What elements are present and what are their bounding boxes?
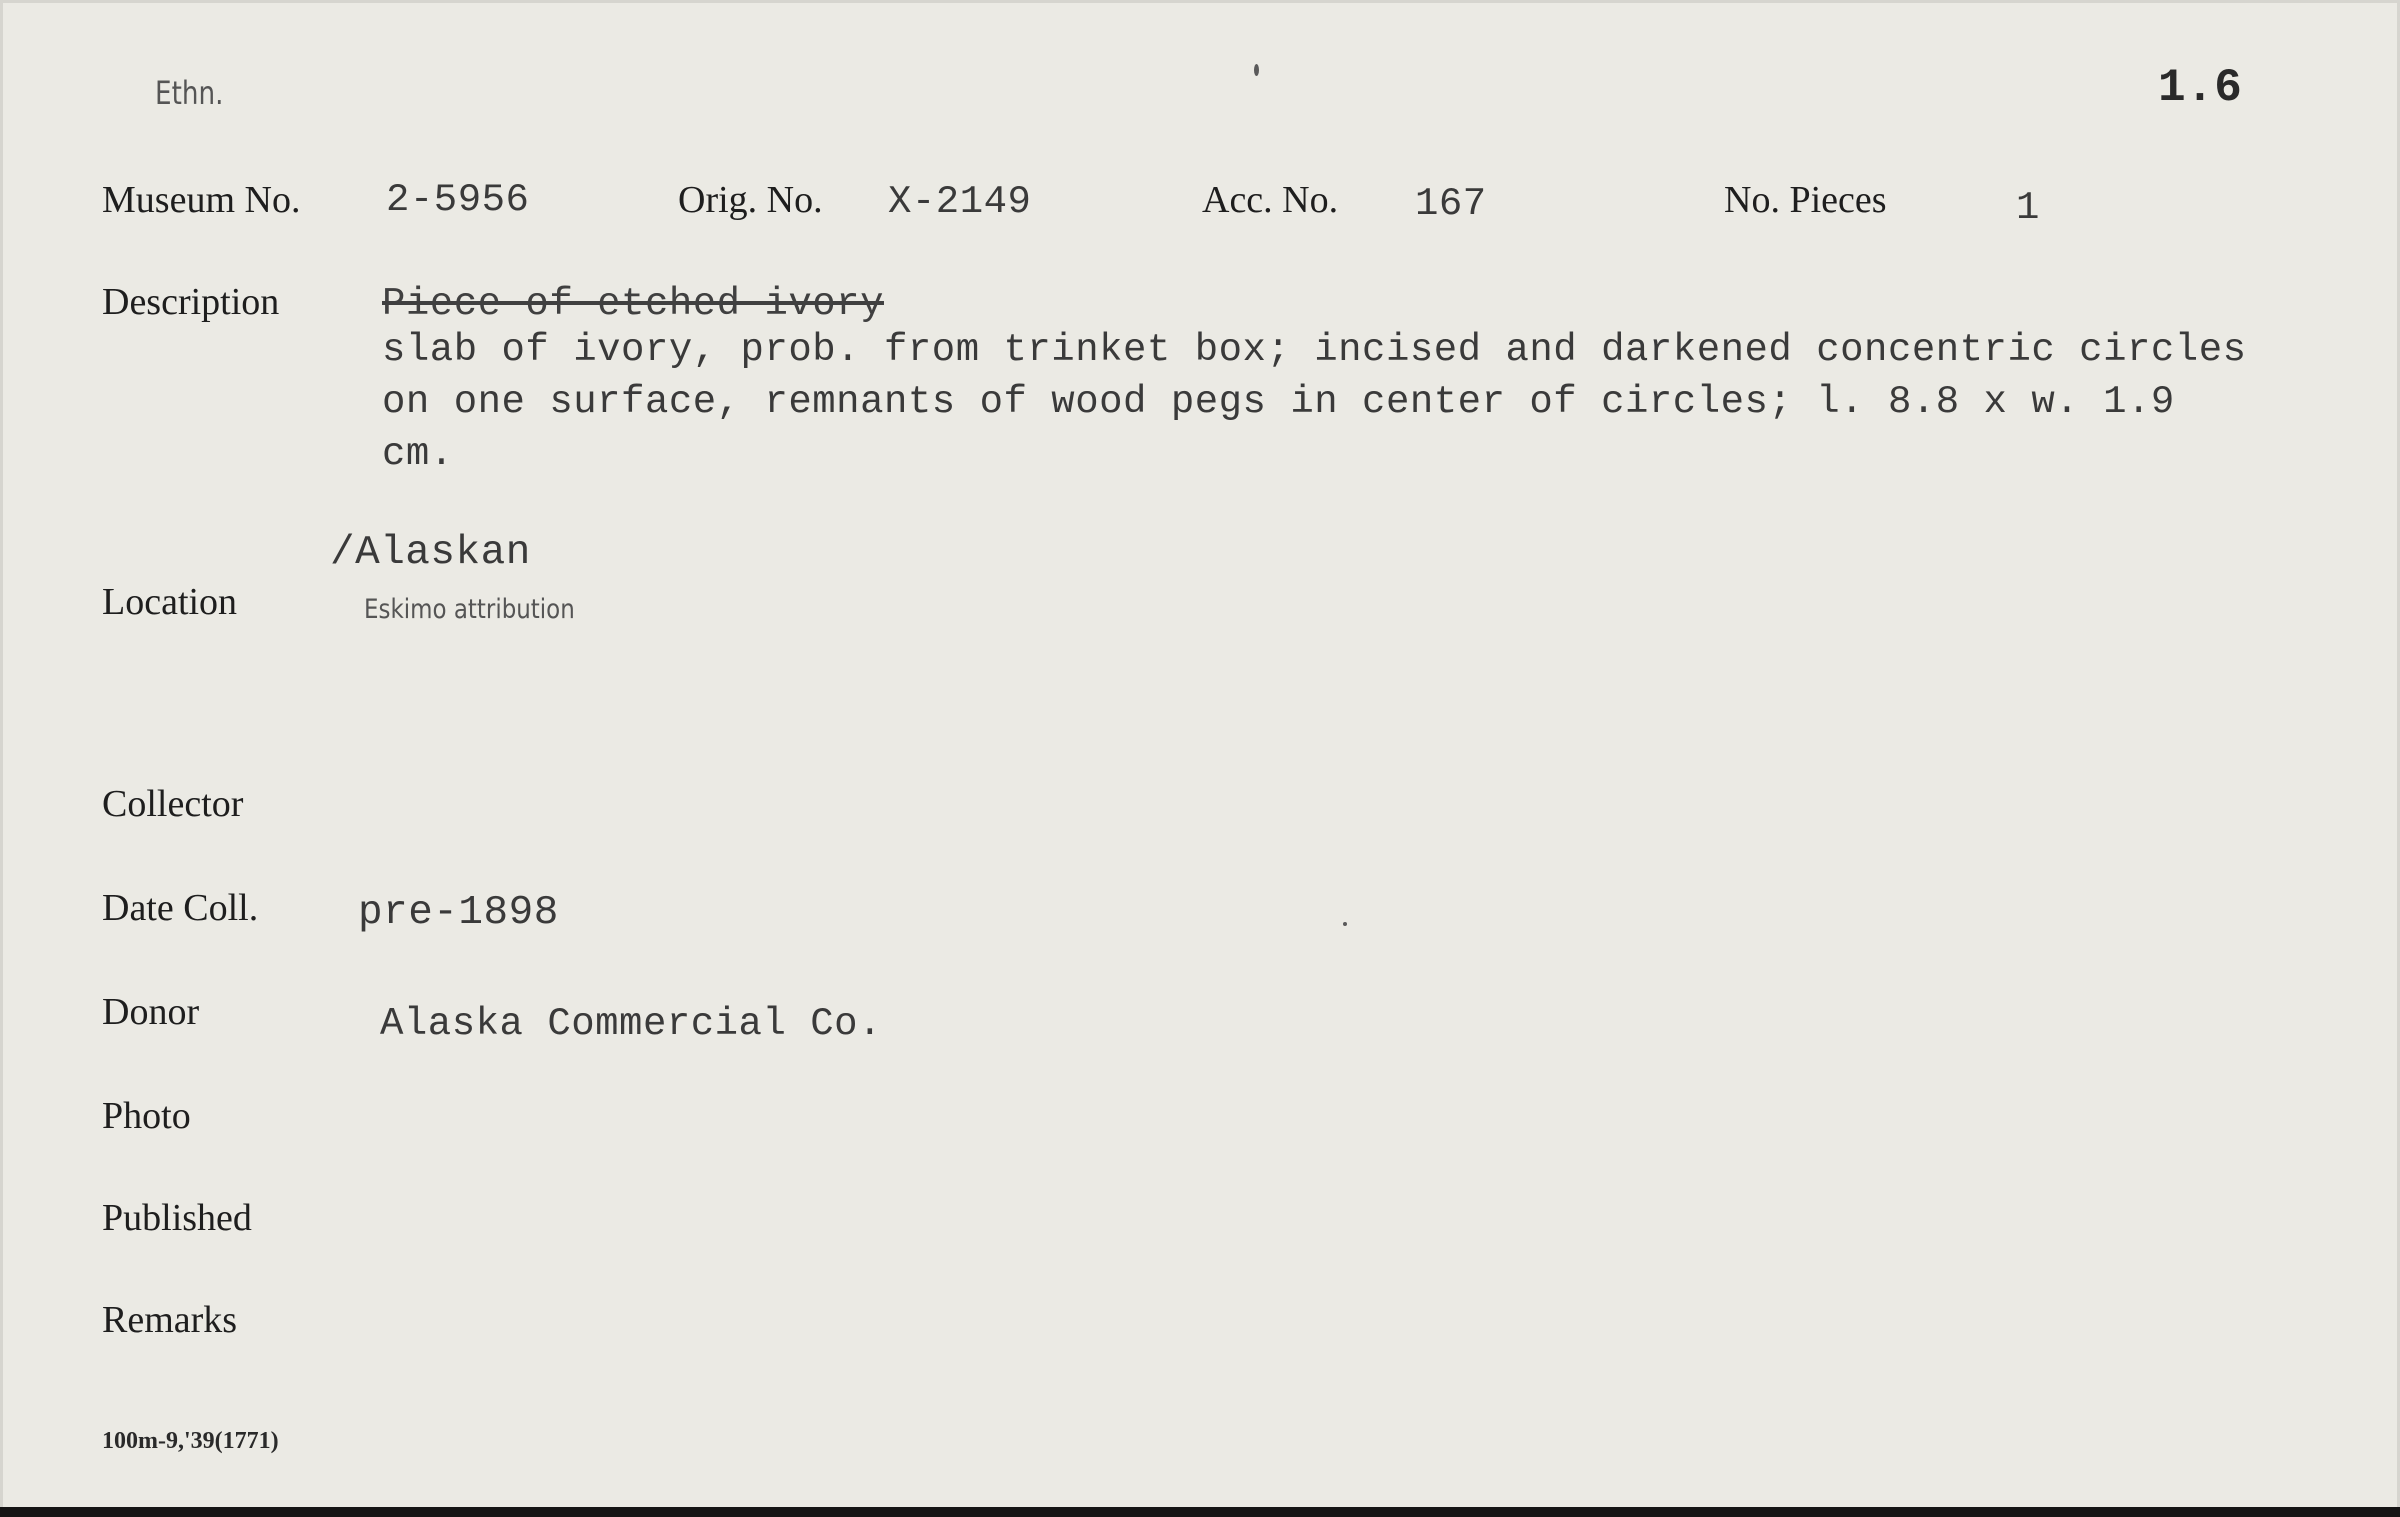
scan-edge	[0, 1507, 2400, 1517]
orig-no-label: Orig. No.	[678, 179, 823, 221]
date-coll-value: pre-1898	[358, 890, 559, 936]
collector-label: Collector	[102, 783, 244, 825]
donor-value: Alaska Commercial Co.	[380, 1002, 882, 1046]
museum-no-label: Museum No.	[102, 179, 301, 221]
description-line: slab of ivory, prob. from trinket box; incised and darkened concentric circles	[382, 328, 2247, 372]
description-label: Description	[102, 281, 280, 323]
paper-speck	[1254, 64, 1259, 76]
date-coll-label: Date Coll.	[102, 887, 259, 929]
acc-no-label: Acc. No.	[1202, 179, 1339, 221]
description-line: on one surface, remnants of wood pegs in center of circles; l. 8.8 x w. 1.9	[382, 380, 2175, 424]
location-label: Location	[102, 581, 238, 623]
acc-no-value: 167	[1415, 182, 1487, 226]
remarks-label: Remarks	[102, 1299, 238, 1341]
no-pieces-label: No. Pieces	[1724, 179, 1887, 221]
department-stamp: Ethn.	[155, 74, 224, 112]
no-pieces-value: 1	[2016, 186, 2040, 230]
photo-label: Photo	[102, 1095, 191, 1137]
form-code: 100m-9,'39(1771)	[102, 1428, 279, 1454]
description-struck-text: Piece of etched ivory	[382, 282, 884, 326]
museum-no-value: 2-5956	[386, 178, 530, 222]
description-line: cm.	[382, 432, 454, 476]
location-value: /Alaskan	[330, 530, 531, 576]
card-number: 1.6	[2158, 62, 2243, 114]
location-handwritten-note: Eskimo attribution	[364, 594, 575, 625]
donor-label: Donor	[102, 991, 200, 1033]
published-label: Published	[102, 1197, 252, 1239]
paper-speck	[1343, 922, 1347, 926]
orig-no-value: X-2149	[888, 180, 1032, 224]
